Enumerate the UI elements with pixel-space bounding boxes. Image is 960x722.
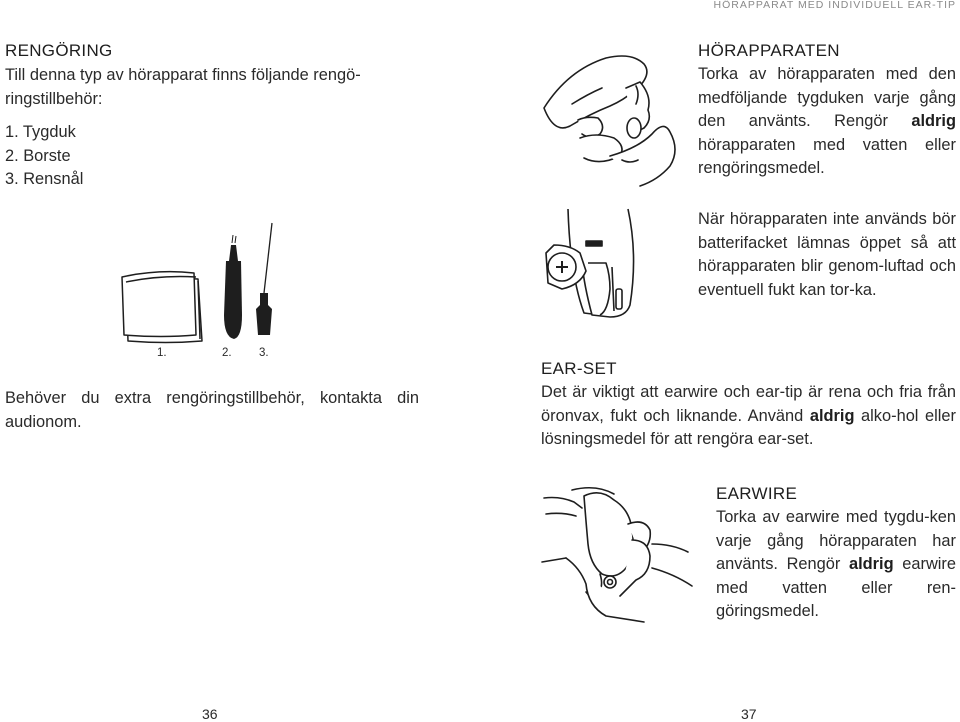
- running-header: HÖRAPPARAT MED INDIVIDUELL EAR-TIP: [713, 0, 956, 11]
- cloth-icon: [122, 272, 202, 343]
- earwire-text-end: earwire med vatten eller ren-göringsmedel.: [716, 555, 956, 620]
- list-item: 2. Borste: [5, 146, 71, 165]
- earwire-cleaning-illustration: [540, 484, 700, 632]
- accessories-illustration: [112, 205, 292, 365]
- brush-icon: [224, 235, 242, 339]
- hearing-aid-text-end: hörapparaten med vatten eller rengöringsmedel.: [698, 135, 956, 177]
- earset-text-start: Det är viktigt att earwire och ear-tip är rena och fria från öronvax, fukt och liknande. Använd: [541, 383, 956, 425]
- hearing-aid-heading: HÖRAPPARATEN: [698, 41, 840, 60]
- page-number-right: 37: [741, 706, 757, 722]
- cleaning-pin-icon: [256, 223, 272, 335]
- figure-label: 2.: [222, 347, 232, 359]
- earwire-heading: EARWIRE: [716, 484, 798, 503]
- hearing-aid-text: [698, 63, 956, 181]
- earset-text: [541, 381, 956, 452]
- page-number-left: 36: [202, 706, 218, 722]
- hearing-aid-section: [698, 40, 956, 181]
- earset-heading: EAR-SET: [541, 359, 617, 378]
- cleaning-heading: RENGÖRING: [5, 41, 113, 60]
- accessory-list: [5, 121, 419, 192]
- figure-label: 1.: [157, 347, 167, 359]
- earset-section: [541, 358, 956, 452]
- figure-label: 3.: [259, 347, 269, 359]
- earwire-text-start: Torka av earwire med tygdu-ken varje gång hörapparaten har använts. Rengör: [716, 508, 956, 573]
- extra-accessories-note: Behöver du extra rengöringstillbehör, kontakta din audionom.: [5, 389, 419, 431]
- list-item: 1. Tygduk: [5, 123, 76, 141]
- emphasis-aldrig: aldrig: [911, 112, 956, 130]
- emphasis-aldrig: aldrig: [809, 406, 855, 425]
- earwire-section: [716, 483, 956, 624]
- battery-door-illustration: [540, 205, 690, 327]
- cleaning-section: [5, 40, 419, 192]
- earset-text-end: alko-hol eller lösningsmedel för att rengöra ear-set.: [541, 406, 956, 448]
- earwire-text: [716, 506, 956, 624]
- list-item: 3. Rensnål: [5, 170, 84, 188]
- battery-door-note: När hörapparaten inte används bör batterifacket lämnas öppet så att hörapparaten blir genom-luftad och eventuell fukt kan tor-ka.: [698, 210, 956, 299]
- emphasis-aldrig: aldrig: [848, 555, 894, 573]
- hearing-aid-text-start: Torka av hörapparaten med den medföljande tygduken varje gång den använts. Rengör: [698, 65, 956, 130]
- cleaning-intro: Till denna typ av hörapparat finns följande rengö-ringstillbehör:: [5, 66, 361, 108]
- wiping-hands-illustration: [540, 48, 690, 188]
